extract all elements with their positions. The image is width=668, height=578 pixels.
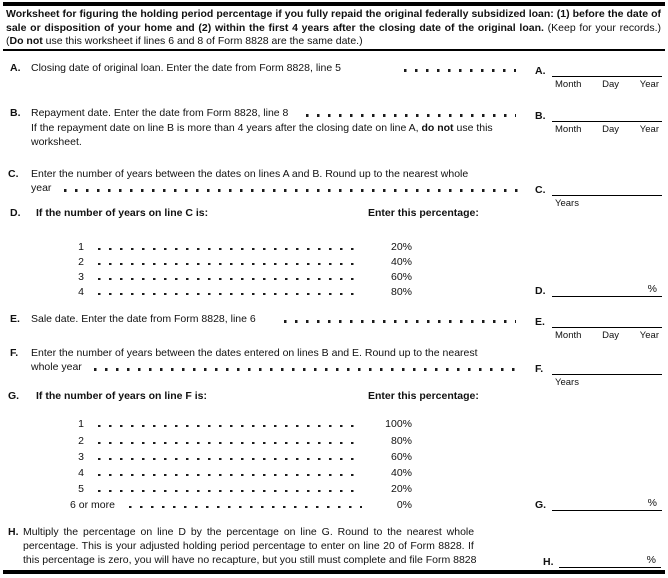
line-f-answer-letter: F.: [535, 363, 544, 375]
row-condition: 1: [78, 241, 84, 253]
years-label: Years: [555, 377, 579, 388]
line-a-answer: [535, 62, 662, 90]
line-h-text-1: Multiply the percentage on line D by the percentage on line G. Round to the nearest whole: [23, 526, 475, 538]
line-c-letter: C.: [8, 168, 19, 180]
dot-leader: [98, 263, 362, 266]
line-g-percent-field[interactable]: [552, 496, 662, 511]
row-percentage: 20%: [390, 483, 412, 495]
day-label: Day: [602, 124, 620, 135]
row-percentage: 80%: [390, 286, 412, 298]
dot-leader: [98, 293, 362, 296]
line-d-condition-header: If the number of years on line C is:: [36, 207, 209, 219]
line-c-text-1: Enter the number of years between the dates on lines A and B. Round up to the nearest whole: [31, 168, 469, 180]
line-b-note-pre: If the repayment date on line B is more than 4 years after the closing date on line A,: [31, 122, 422, 134]
percent-sign: %: [646, 554, 656, 566]
line-g-letter: G.: [8, 390, 20, 402]
dot-leader: [98, 474, 362, 477]
line-f-letter: F.: [10, 347, 19, 359]
line-g-percentage-header: Enter this percentage:: [368, 390, 479, 402]
line-a-answer-letter: A.: [535, 65, 546, 77]
line-e-letter: E.: [10, 313, 20, 325]
year-label: Year: [639, 124, 659, 135]
line-f-years-field[interactable]: [552, 360, 662, 375]
table-row: [70, 256, 412, 268]
line-b-letter: B.: [10, 107, 21, 119]
line-g-answer-letter: G.: [535, 499, 547, 511]
dot-leader: [64, 189, 520, 192]
years-label: Years: [555, 198, 579, 209]
row-percentage: 60%: [390, 271, 412, 283]
dot-leader: [94, 368, 520, 371]
line-a-text: Closing date of original loan. Enter the date from Form 8828, line 5: [31, 62, 341, 74]
month-label: Month: [555, 79, 582, 90]
line-d-percent-field[interactable]: [552, 282, 662, 297]
header-divider-rule: [3, 49, 665, 51]
dot-leader: [306, 114, 516, 117]
dot-leader: [98, 278, 362, 281]
day-label: Day: [602, 79, 620, 90]
row-condition: 2: [78, 435, 84, 447]
line-e-date-field[interactable]: [552, 313, 662, 328]
line-d-percentage-header: Enter this percentage:: [368, 207, 479, 219]
line-b-note-bold: do not: [421, 122, 454, 134]
row-condition: 3: [78, 451, 84, 463]
month-label: Month: [555, 330, 582, 341]
line-b-answer-letter: B.: [535, 110, 546, 122]
line-c-text-2: year: [31, 182, 52, 194]
row-condition: 4: [78, 467, 84, 479]
table-row: [70, 286, 412, 298]
line-b-text: Repayment date. Enter the date from Form 8828, line 8: [31, 107, 289, 119]
row-condition: 1: [78, 418, 84, 430]
dot-leader: [98, 458, 362, 461]
dot-leader: [404, 69, 516, 72]
line-c-years-field[interactable]: [552, 181, 662, 196]
line-e-answer-letter: E.: [535, 316, 545, 328]
line-h-text-3: this percentage is zero, you will have no recapture, but you still must complete and file Form 8828: [23, 554, 477, 566]
line-b-answer: [535, 107, 662, 135]
row-percentage: 100%: [385, 418, 412, 430]
line-b-note-post: use this worksheet.: [31, 122, 493, 148]
dot-leader: [98, 248, 362, 251]
table-row: [70, 451, 412, 463]
line-e-answer: [535, 313, 662, 341]
row-condition: 6 or more: [70, 499, 115, 511]
line-c-answer: [535, 181, 662, 209]
row-condition: 4: [78, 286, 84, 298]
line-d-answer-letter: D.: [535, 285, 546, 297]
dot-leader: [98, 442, 362, 445]
row-percentage: 40%: [390, 256, 412, 268]
line-h-answer-letter: H.: [543, 556, 554, 568]
dot-leader: [98, 490, 362, 493]
table-row: [70, 499, 412, 511]
title-tail: use this worksheet if lines 6 and 8 of Form 8828 are the same date.): [42, 35, 363, 47]
row-percentage: 20%: [390, 241, 412, 253]
line-h-letter: H.: [8, 526, 19, 538]
table-row: [70, 241, 412, 253]
table-row: [70, 271, 412, 283]
row-percentage: 60%: [390, 451, 412, 463]
line-e-text: Sale date. Enter the date from Form 8828, line 6: [31, 313, 256, 325]
title-do-not: Do not: [9, 35, 43, 47]
table-row: [70, 483, 412, 495]
line-a-date-field[interactable]: [552, 62, 662, 77]
day-label: Day: [602, 330, 620, 341]
percent-sign: %: [647, 283, 657, 295]
row-percentage: 80%: [390, 435, 412, 447]
table-row: [70, 418, 412, 430]
row-percentage: 0%: [396, 499, 412, 511]
line-f-text-1: Enter the number of years between the dates entered on lines B and E. Round up to the nearest: [31, 347, 478, 359]
year-label: Year: [639, 330, 659, 341]
line-f-answer: [535, 360, 662, 388]
dot-leader: [284, 320, 516, 323]
line-b-note: [31, 121, 531, 149]
title-main-text: Worksheet for figuring the holding period percentage if you fully repaid the original federally subsidized loan: (1) before the date of sale or disposition of your home and (2) within the first 4 years after the closing date of the original loan.: [6, 8, 661, 34]
line-h-percent-field[interactable]: [559, 553, 661, 568]
line-g-condition-header: If the number of years on line F is:: [36, 390, 207, 402]
dot-leader: [129, 506, 362, 509]
line-b-date-field[interactable]: [552, 107, 662, 122]
year-label: Year: [639, 79, 659, 90]
top-border-bar: [3, 2, 665, 6]
row-condition: 2: [78, 256, 84, 268]
dot-leader: [98, 425, 362, 428]
worksheet-title: [6, 8, 661, 49]
line-a-letter: A.: [10, 62, 21, 74]
table-row: [70, 435, 412, 447]
line-d-answer: [535, 282, 662, 297]
title-keep-note: (Keep for your records.) (: [6, 21, 662, 47]
table-row: [70, 467, 412, 479]
month-label: Month: [555, 124, 582, 135]
row-condition: 3: [78, 271, 84, 283]
line-h-text-2: percentage. This is your adjusted holding period percentage to enter on line 20 of Form 8828. If: [23, 540, 474, 552]
percent-sign: %: [647, 497, 657, 509]
line-h-answer: [543, 553, 661, 568]
line-f-text-2: whole year: [31, 361, 82, 373]
row-percentage: 40%: [390, 467, 412, 479]
line-c-answer-letter: C.: [535, 184, 546, 196]
row-condition: 5: [78, 483, 84, 495]
line-d-letter: D.: [10, 207, 21, 219]
line-g-answer: [535, 496, 662, 511]
bottom-border-bar: [3, 570, 665, 574]
